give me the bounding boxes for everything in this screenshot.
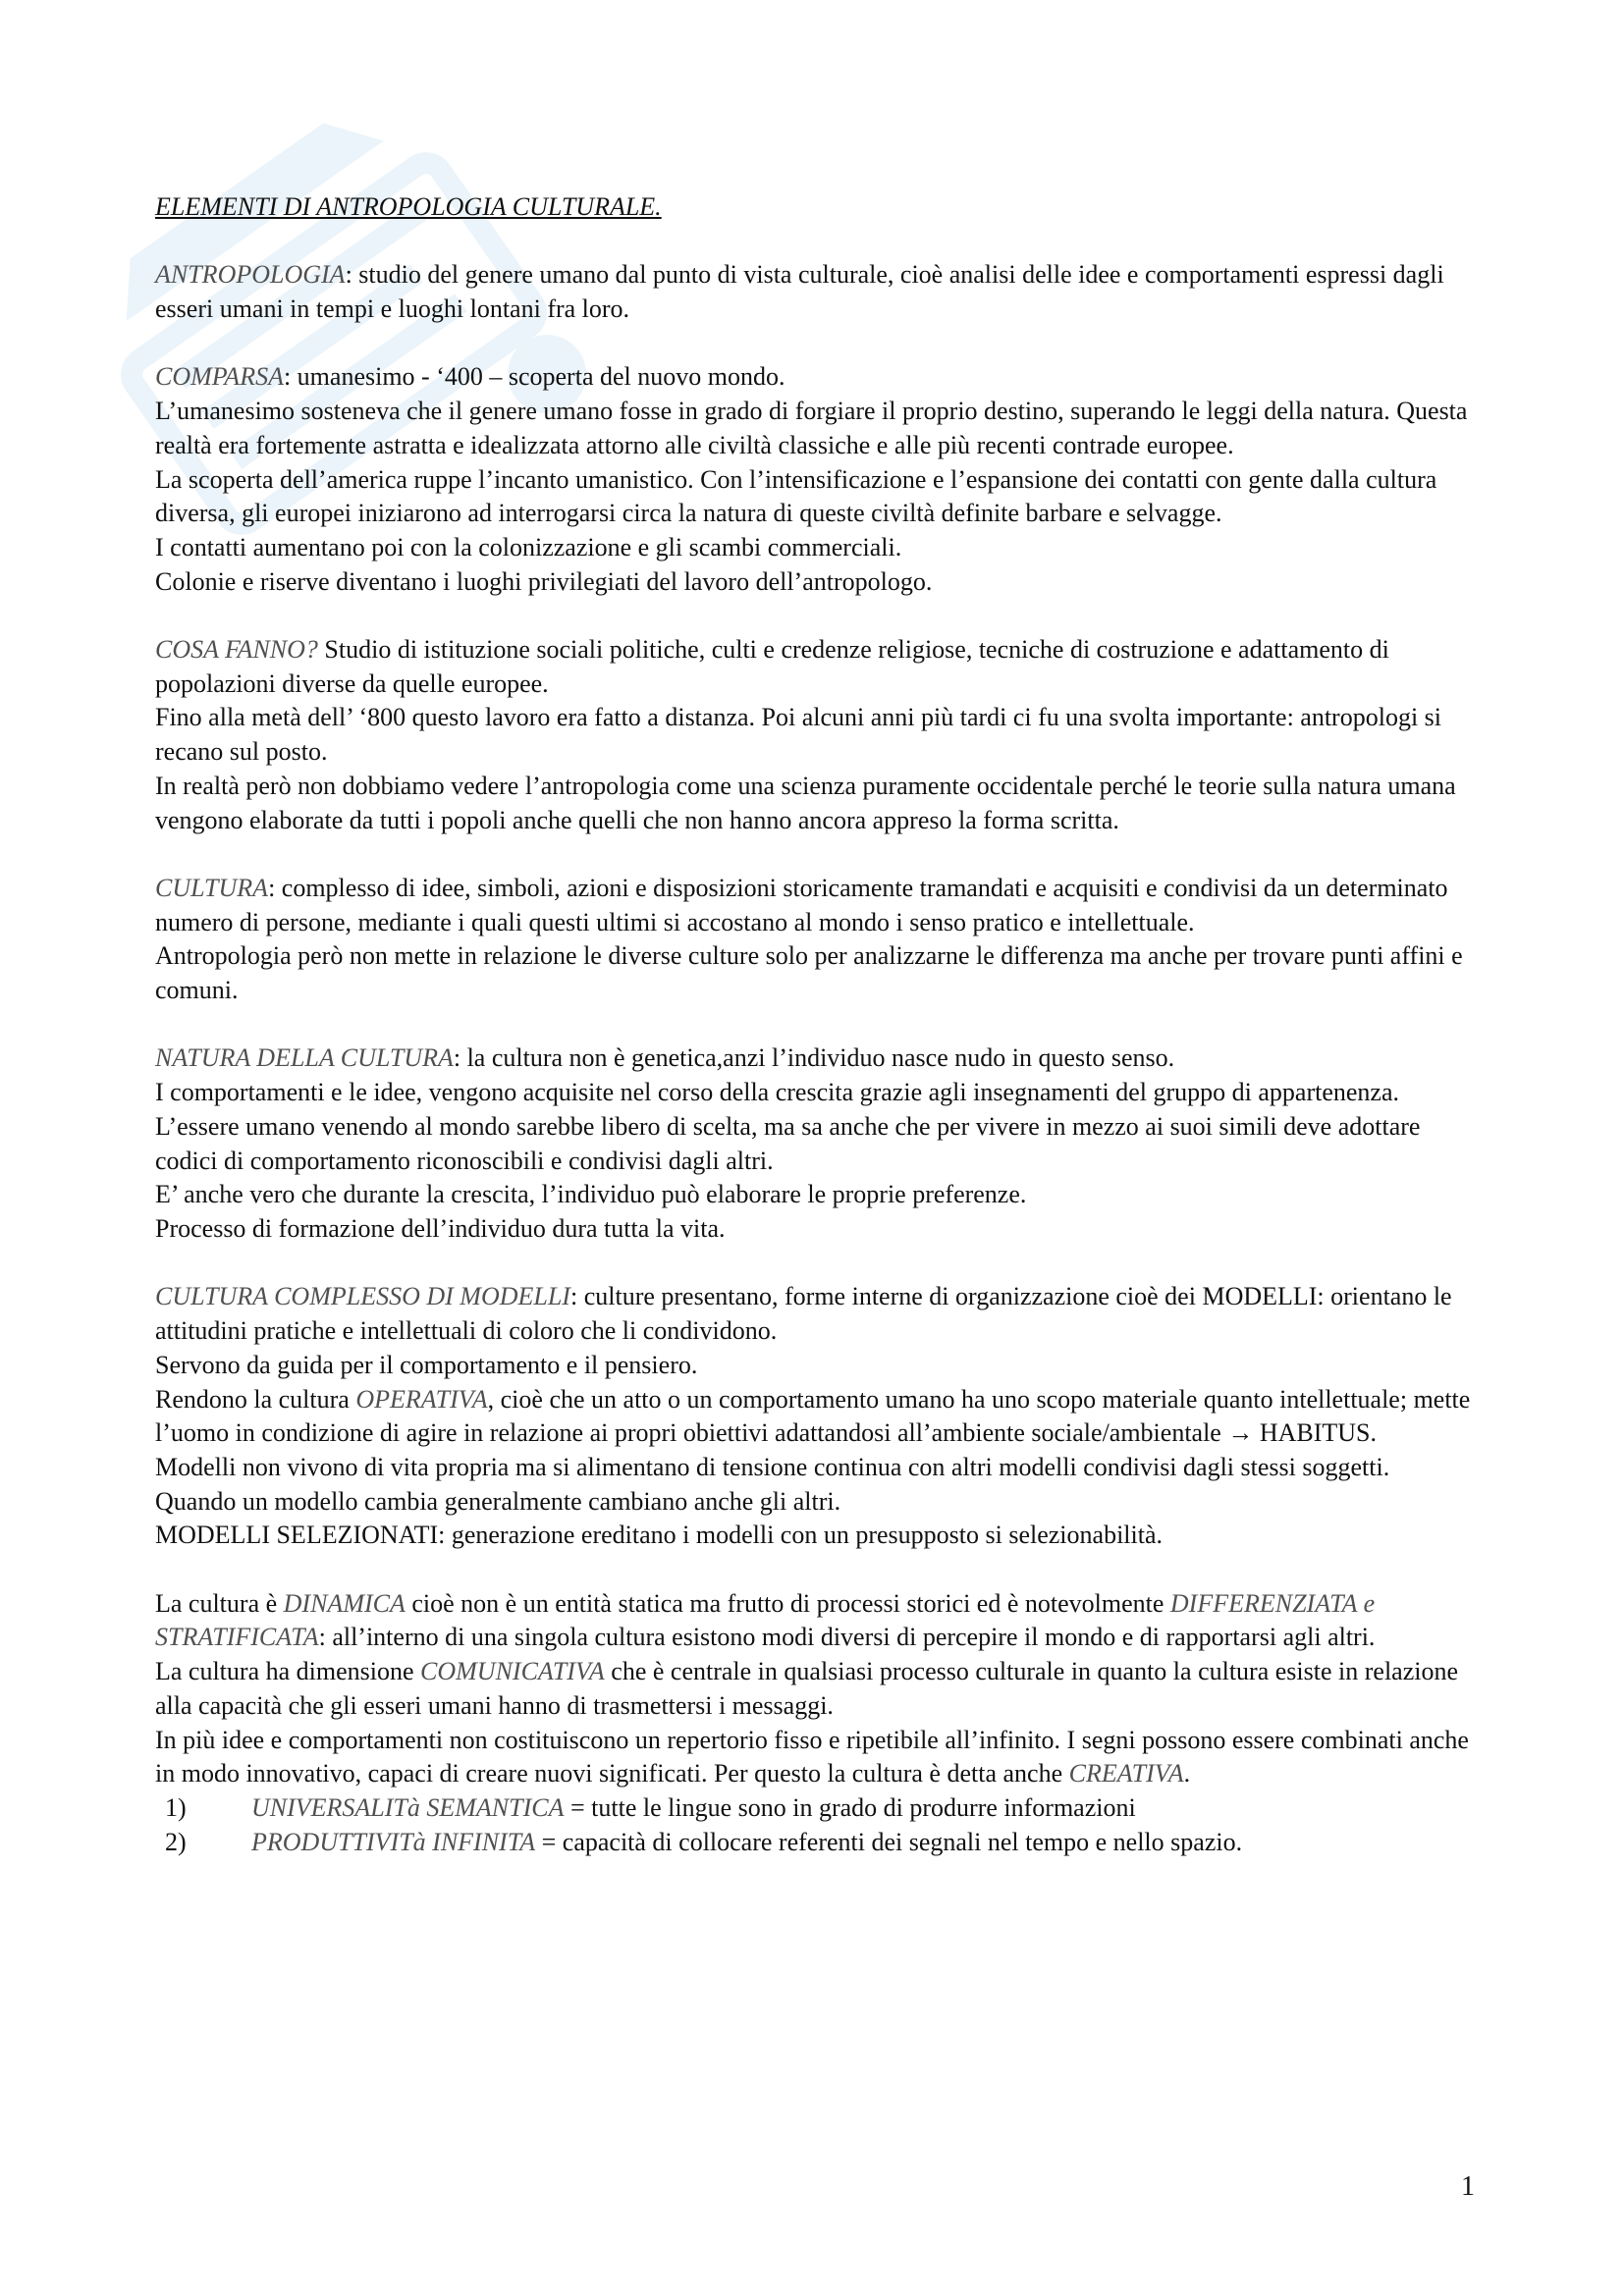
paragraph: Colonie e riserve diventano i luoghi privilegiati del lavoro dell’antropologo. xyxy=(155,566,933,596)
numbered-list xyxy=(155,1791,1476,1859)
section-comparsa: COMPARSA: umanesimo - ‘400 – scoperta del nuovo mondo. xyxy=(155,362,785,392)
section-cultura: CULTURA: complesso di idee, simboli, azioni e disposizioni storicamente tramandati e acquisiti e condivisi da un determinato numero di persone, mediante i quali questi ultimi si accostano al mondo i senso pratico e intellettuale. xyxy=(155,873,1448,936)
paragraph: La cultura ha dimensione COMUNICATIVA che è centrale in qualsiasi processo culturale in quanto la cultura esiste in relazione alla capacità che gli esseri umani hanno di trasmettersi i messaggi. xyxy=(155,1657,1459,1720)
paragraph: Antropologia però non mette in relazione le diverse culture solo per analizzarne le differenza ma anche per trovare punti affini e comuni. xyxy=(155,941,1463,1005)
section-label: CULTURA xyxy=(155,873,269,902)
arrow-right-icon: → xyxy=(1227,1418,1254,1448)
keyword: DIFFERENZIATA e STRATIFICATA xyxy=(155,1588,1376,1652)
section-label: COSA FANNO? xyxy=(155,635,318,665)
keyword: PRODUTTIVITà INFINITA xyxy=(251,1827,536,1856)
list-number: 1) xyxy=(165,1792,187,1822)
section-cosa-fanno: COSA FANNO? Studio di istituzione sociali politiche, culti e credenze religiose, tecniche di costruzione e adattamento di popolazioni diverse da quelle europee. xyxy=(155,635,1389,698)
section-label: ANTROPOLOGIA xyxy=(155,260,346,290)
paragraph: La scoperta dell’america ruppe l’incanto umanistico. Con l’intensificazione e l’espansione dei contatti con gente dalla cultura diversa, gli europei iniziarono ad interrogarsi circa la natura di queste civiltà definite barbare e selvagge. xyxy=(155,464,1437,528)
paragraph: MODELLI SELEZIONATI: generazione ereditano i modelli con un presupposto si selezionabilità. xyxy=(155,1521,1163,1550)
section-natura-della-cultura: NATURA DELLA CULTURA: la cultura non è genetica,anzi l’individuo nasce nudo in questo senso. xyxy=(155,1043,1175,1073)
section-label: COMPARSA xyxy=(155,362,284,392)
keyword: OPERATIVA xyxy=(355,1384,488,1414)
paragraph: Modelli non vivono di vita propria ma si alimentano di tensione continua con altri modelli condivisi dagli stessi soggetti. Quando un modello cambia generalmente cambiano anche gli altri. xyxy=(155,1452,1390,1516)
section-label: NATURA DELLA CULTURA xyxy=(155,1043,454,1073)
paragraph: E’ anche vero che durante la crescita, l’individuo può elaborare le proprie preferenze. xyxy=(155,1180,1027,1209)
document-title: ELEMENTI DI ANTROPOLOGIA CULTURALE. xyxy=(155,192,662,221)
section-antropologia: ANTROPOLOGIA: studio del genere umano dal punto di vista culturale, cioè analisi delle idee e comportamenti espressi dagli esseri umani in tempi e luoghi lontani fra loro. xyxy=(155,260,1444,324)
paragraph: In più idee e comportamenti non costituiscono un repertorio fisso e ripetibile all’infinito. I segni possono essere combinati anche in modo innovativo, capaci di creare nuovi significati. Per questo la cultura è detta anche CREATIVA. xyxy=(155,1725,1469,1789)
paragraph: Rendono la cultura OPERATIVA, cioè che un atto o un comportamento umano ha uno scopo materiale quanto intellettuale; mette l’uomo in condizione di agire in relazione ai propri obiettivi adattandosi all’ambiente sociale/ambientale → HABITUS. xyxy=(155,1384,1471,1448)
section-label: CULTURA COMPLESSO DI MODELLI xyxy=(155,1282,570,1311)
keyword: UNIVERSALITà SEMANTICA xyxy=(251,1792,565,1822)
keyword: DINAMICA xyxy=(283,1588,406,1618)
keyword: COMUNICATIVA xyxy=(420,1657,605,1686)
section-dinamica: La cultura è DINAMICA cioè non è un entità statica ma frutto di processi storici ed è notevolmente DIFFERENZIATA e STRATIFICATA: all’interno di una singola cultura esistono modi diversi di percepire il mondo e di rapportarsi agli altri. xyxy=(155,1588,1376,1652)
list-item: 2) PRODUTTIVITà INFINITA = capacità di collocare referenti dei segnali nel tempo e nello spazio. xyxy=(155,1826,1476,1860)
list-number: 2) xyxy=(165,1827,187,1856)
document-body xyxy=(155,190,1476,1859)
list-item: 1) UNIVERSALITà SEMANTICA = tutte le lingue sono in grado di produrre informazioni xyxy=(155,1791,1476,1826)
paragraph: In realtà però non dobbiamo vedere l’antropologia come una scienza puramente occidentale perché le teorie sulla natura umana vengono elaborate da tutti i popoli anche quelli che non hanno ancora appreso la forma scritta. xyxy=(155,771,1456,834)
paragraph: I comportamenti e le idee, vengono acquisite nel corso della crescita grazie agli insegnamenti del gruppo di appartenenza. L’essere umano venendo al mondo sarebbe libero di scelta, ma sa anche che per vivere in mezzo ai suoi simili deve adottare codici di comportamento riconoscibili e condivisi dagli altri. xyxy=(155,1078,1421,1175)
paragraph: L’umanesimo sosteneva che il genere umano fosse in grado di forgiare il proprio destino, superando le leggi della natura. Questa realtà era fortemente astratta e idealizzata attorno alle civiltà classiche e alle più recenti contrade europee. xyxy=(155,397,1468,459)
paragraph: Processo di formazione dell’individuo dura tutta la vita. xyxy=(155,1214,726,1243)
page-number: 1 xyxy=(1461,2171,1475,2202)
paragraph: Servono da guida per il comportamento e il pensiero. xyxy=(155,1350,698,1379)
paragraph: Fino alla metà dell’ ‘800 questo lavoro era fatto a distanza. Poi alcuni anni più tardi ci fu una svolta importante: antropologi si recano sul posto. xyxy=(155,703,1442,767)
paragraph: I contatti aumentano poi con la colonizzazione e gli scambi commerciali. xyxy=(155,532,902,561)
section-cultura-complesso-di-modelli: CULTURA COMPLESSO DI MODELLI: culture presentano, forme interne di organizzazione cioè dei MODELLI: orientano le attitudini pratiche e intellettuali di coloro che li condividono. xyxy=(155,1282,1452,1346)
keyword: CREATIVA xyxy=(1068,1759,1184,1789)
